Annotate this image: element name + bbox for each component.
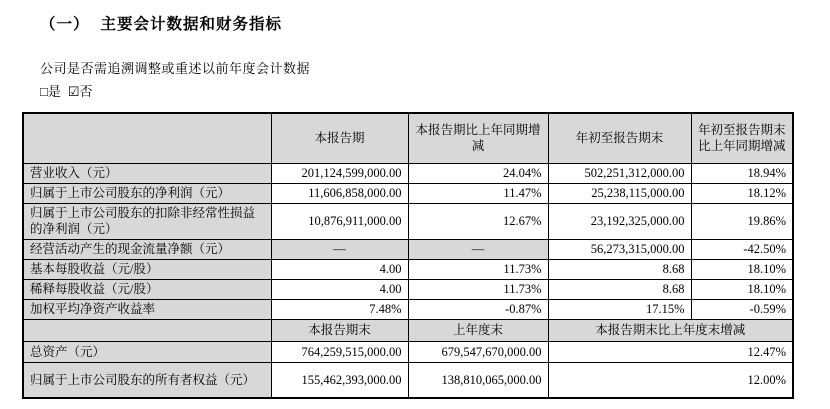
- cell-value: 18.10%: [691, 259, 793, 279]
- cell-value: 8.68: [548, 279, 691, 299]
- table-row-revenue: [23, 163, 793, 183]
- cell-value: 12.00%: [548, 362, 793, 398]
- cell-value: 8.68: [548, 259, 691, 279]
- checkbox-no: [68, 84, 93, 99]
- restatement-question: 公司是否需追溯调整或重述以前年度会计数据: [40, 61, 311, 76]
- row-label: 归属于上市公司股东的所有者权益（元）: [23, 362, 271, 398]
- table-row-shareholders-equity: [23, 362, 793, 398]
- restatement-options: [40, 84, 830, 99]
- header-ytd: 年初至报告期末: [548, 113, 691, 163]
- table-header-row-2: [23, 319, 793, 341]
- cell-value: 11.47%: [408, 183, 548, 203]
- cell-dash: —: [271, 239, 408, 259]
- checkbox-yes: [40, 84, 61, 99]
- row-label: 总资产（元）: [23, 341, 271, 362]
- report-section: [0, 16, 830, 399]
- table-row-basic-eps: [23, 259, 793, 279]
- cell-value: 502,251,312,000.00: [548, 163, 691, 183]
- checkbox-checked-icon: ☑: [67, 84, 80, 99]
- cell-value: -0.59%: [691, 299, 793, 319]
- row-label: 稀释每股收益（元/股）: [23, 279, 271, 299]
- cell-value: 18.12%: [691, 183, 793, 203]
- cell-value: 764,259,515,000.00: [271, 341, 408, 362]
- row-label: 归属于上市公司股东的扣除非经常性损益的净利润（元）: [23, 203, 271, 239]
- checkbox-no-label: 否: [79, 84, 93, 99]
- row-label: 基本每股收益（元/股）: [23, 259, 271, 279]
- cell-value: 11.73%: [408, 279, 548, 299]
- cell-value: 18.94%: [691, 163, 793, 183]
- table-row-operating-cash-flow: [23, 239, 793, 259]
- cell-value: 56,273,315,000.00: [548, 239, 691, 259]
- cell-value: 23,192,325,000.00: [548, 203, 691, 239]
- cell-value: 12.67%: [408, 203, 548, 239]
- row-label: 归属于上市公司股东的净利润（元）: [23, 183, 271, 203]
- cell-dash: —: [408, 239, 548, 259]
- cell-value: 4.00: [271, 259, 408, 279]
- cell-value: 12.47%: [548, 341, 793, 362]
- row-label: 营业收入（元）: [23, 163, 271, 183]
- table-row-diluted-eps: [23, 279, 793, 299]
- table-header-row-1: [23, 113, 793, 163]
- cell-value: 155,462,393,000.00: [271, 362, 408, 398]
- table-row-total-assets: [23, 341, 793, 362]
- header-empty-cell: [23, 113, 271, 163]
- header-ytd-yoy-change: 年初至报告期末比上年同期增减: [691, 113, 793, 163]
- cell-value: -0.87%: [408, 299, 548, 319]
- financial-indicators-table: [22, 112, 794, 399]
- cell-value: 17.15%: [548, 299, 691, 319]
- cell-value: 201,124,599,000.00: [271, 163, 408, 183]
- row-label: 加权平均净资产收益率: [23, 299, 271, 319]
- header-empty-cell: [23, 319, 271, 341]
- cell-value: 10,876,911,000.00: [271, 203, 408, 239]
- cell-value: -42.50%: [691, 239, 793, 259]
- table-row-net-profit-excl-nonrecurring: [23, 203, 793, 239]
- header-end-of-prior-year: 上年度末: [408, 319, 548, 341]
- section-number: （一）: [40, 16, 90, 33]
- table-row-weighted-avg-roe: [23, 299, 793, 319]
- cell-value: 4.00: [271, 279, 408, 299]
- row-label: 经营活动产生的现金流量净额（元）: [23, 239, 271, 259]
- section-heading: [40, 16, 830, 34]
- section-title: 主要会计数据和财务指标: [100, 16, 283, 33]
- cell-value: 24.04%: [408, 163, 548, 183]
- checkbox-unchecked-icon: □: [40, 84, 48, 99]
- cell-value: 138,810,065,000.00: [408, 362, 548, 398]
- cell-value: 18.10%: [691, 279, 793, 299]
- cell-value: 25,238,115,000.00: [548, 183, 691, 203]
- cell-value: 11,606,858,000.00: [271, 183, 408, 203]
- header-period-end-vs-prior-year-end: 本报告期末比上年度末增减: [548, 319, 793, 341]
- cell-value: 19.86%: [691, 203, 793, 239]
- cell-value: 11.73%: [408, 259, 548, 279]
- cell-value: 7.48%: [271, 299, 408, 319]
- checkbox-yes-label: 是: [47, 84, 61, 99]
- header-period-yoy-change: 本报告期比上年同期增减: [408, 113, 548, 163]
- header-current-period: 本报告期: [271, 113, 408, 163]
- cell-value: 679,547,670,000.00: [408, 341, 548, 362]
- table-row-net-profit: [23, 183, 793, 203]
- header-end-of-period: 本报告期末: [271, 319, 408, 341]
